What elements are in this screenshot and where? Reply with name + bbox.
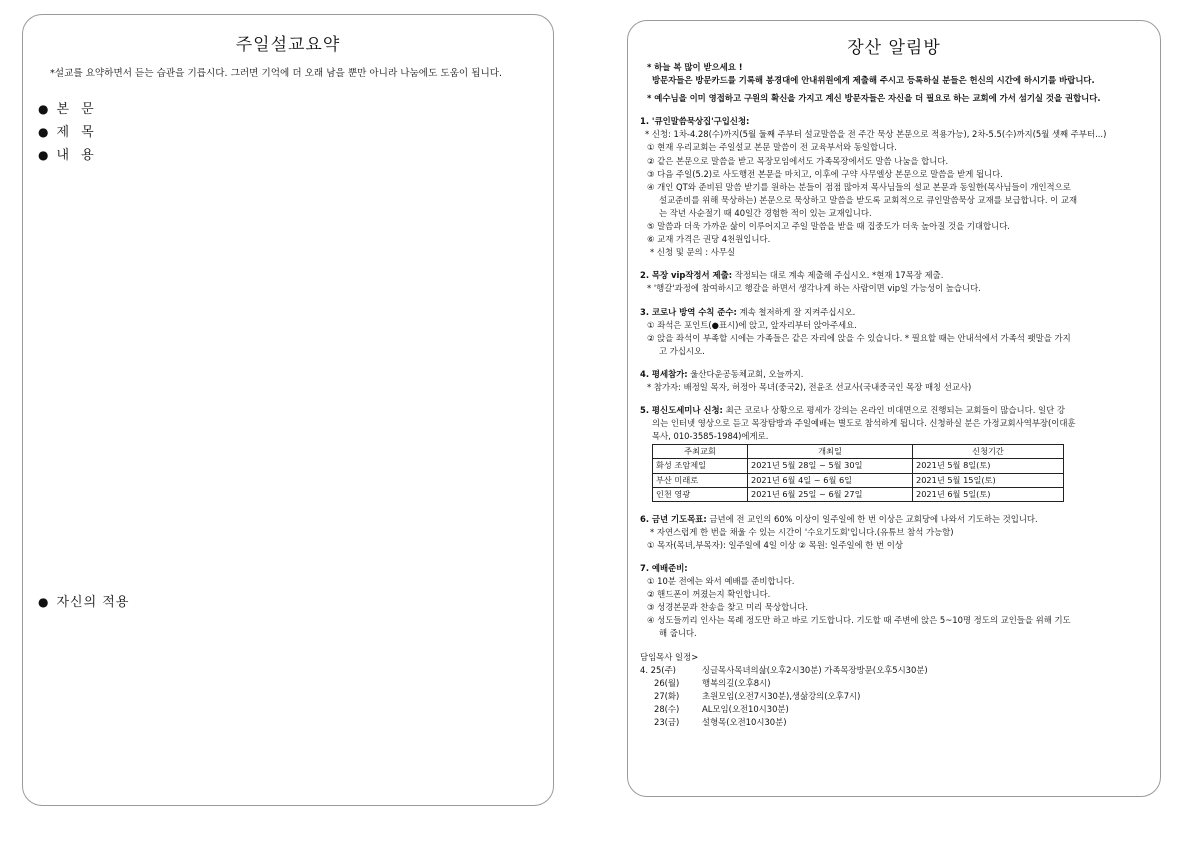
table-row [653,459,1064,473]
notice-line: * 참가자: 배정일 목자, 허정아 목녀(중국2), 전윤조 선교사(국내중국인 목장 매칭 선교사) [647,381,972,392]
bullet-content: ● 내 용 [38,148,98,163]
schedule-row [640,703,1148,716]
table-row [653,473,1064,487]
notice-text: 최근 코로나 상황으로 평세가 강의는 온라인 비대면으로 진행되는 교회들이 많습니다. 일단 강 [722,405,1065,416]
notice-content [640,61,1148,729]
schedule-date: 27(화) [654,690,680,701]
bullet-sermon-title: ● 제 목 [38,125,98,140]
pastor-schedule [640,651,1148,730]
schedule-row [640,664,1148,677]
schedule-desc: AL모임(오전10시30분) [702,703,789,714]
schedule-date: 23(금) [654,717,680,728]
table-cell: 2021년 5월 15일(토) [913,473,1064,487]
bullet-dot-icon: ● [38,102,49,116]
bullet-dot-icon: ● [38,595,49,609]
notice-line: ③ 다음 주일(5.2)로 사도행전 본문을 마치고, 이후에 구약 사무엘상 본문으로 말씀을 받게 됩니다. [647,168,1003,179]
column-header: 주최교회 [653,445,748,459]
table-cell: 2021년 5월 8일(토) [913,459,1064,473]
table-header-row [653,445,1064,459]
notice-text: 금년에 전 교인의 60% 이상이 일주일에 한 번 이상은 교회당에 나와서 기도하는 것입니다. [706,513,1038,524]
notice-line: ④ 개인 QT와 준비된 말씀 받기를 원하는 분들이 점점 많아져 목사님들의 설교 본문과 동일한(목사님들이 개인적으로 [647,181,1071,192]
notice-item-1 [640,115,1148,259]
table-cell: 2021년 5월 28일 ~ 5월 30일 [748,459,913,473]
sermon-summary-panel [22,14,554,806]
notice-text: 계속 철저하게 잘 지켜주십시오. [736,306,856,317]
notice-line: 목사, 010-3585-1984)에게로. [652,431,769,442]
notice-heading: 5. 평신도세미나 신청: [640,405,723,416]
notice-line: 의는 인터넷 영상으로 듣고 목장탐방과 주일예배는 별도로 참석하게 됩니다. 신청하실 분은 가정교회사역부장(이대훈 [652,418,1076,429]
notice-line: ③ 성경본문과 찬송을 찾고 미리 묵상합니다. [647,602,809,613]
bullet-application: ● 자신의 적용 [38,595,130,610]
schedule-date: 26(월) [654,677,680,688]
notice-item-6 [640,513,1148,552]
notice-line: ④ 성도들끼리 인사는 목례 정도만 하고 바로 기도합니다. 기도할 때 주변에 앉은 5~10명 정도의 교인들을 위해 기도 [647,615,1071,626]
welcome-recommend: * 예수님을 이미 영접하고 구원의 확신을 가지고 계신 방문자들은 자신을 더 필요로 하는 교회에 가서 섬기실 것을 권합니다. [647,93,1101,104]
table-row [653,487,1064,501]
bullet-dot-icon: ● [38,125,49,139]
table-cell: 2021년 6월 5일(토) [913,487,1064,501]
notice-line: 해 줍니다. [659,628,697,639]
notice-item-7 [640,562,1148,641]
schedule-heading: 담임목사 일정> [640,651,699,662]
notice-line: * 자연스럽게 한 번을 채울 수 있는 시간이 '수요기도회'입니다.(유튜브 참석 가능함) [650,526,954,537]
sermon-summary-intro: *설교를 요약하면서 듣는 습관을 기릅시다. 그러면 기억에 더 오래 남을 뿐만 아니라 나눔에도 도움이 됩니다. [50,68,503,79]
table-cell: 2021년 6월 25일 ~ 6월 27일 [748,487,913,501]
notice-heading: 3. 코로나 방역 수칙 준수: [640,306,737,317]
notice-item-5 [640,404,1148,502]
bullet-scripture: ● 본 문 [38,102,98,117]
notice-line: ② 앉을 좌석이 부족할 시에는 가족들은 같은 자리에 앉을 수 있습니다. * 필요할 때는 안내석에서 가족석 팻말을 가지 [647,332,1071,343]
schedule-desc: 행복의길(오후8시) [702,677,771,688]
table-cell: 2021년 6월 4일 ~ 6월 6일 [748,473,913,487]
notice-line: ② 같은 본문으로 말씀을 받고 목장모임에서도 가족목장에서도 말씀 나눔을 합니다. [647,155,949,166]
welcome-greeting: * 하늘 복 많이 받으세요 ! [647,62,743,72]
notice-heading: 6. 금년 기도목표: [640,513,707,524]
notice-line: ② 핸드폰이 꺼졌는지 확인합니다. [647,589,771,600]
column-header: 개최일 [748,445,913,459]
notice-line: ① 10분 전에는 와서 예배를 준비합니다. [647,576,795,587]
notice-line: 는 작년 사순절기 때 40일간 경험한 적이 있는 교재입니다. [659,207,872,218]
schedule-date: 28(수) [654,703,680,714]
notice-heading: 1. '큐인말씀묵상집'구입신청: [640,116,750,127]
bullet-dot-icon: ● [38,148,49,162]
column-header: 신청기간 [913,445,1064,459]
notice-line: ① 좌석은 포인트(●표시)에 앉고, 앞자리부터 앉아주세요. [647,319,857,330]
notice-item-2 [640,269,1148,295]
table-cell: 부산 미래로 [653,473,748,487]
notice-title: 장산 알림방 [847,38,941,58]
schedule-desc: 싱글목사목녀의삶(오후2시30분) 가족목장방문(오후5시30분) [702,664,928,675]
notice-line: ① 목자(목녀,부목자): 일주일에 4일 이상 ② 목원: 일주일에 한 번 이상 [647,539,903,550]
notice-heading: 4. 평세참가: [640,368,688,379]
notice-heading: 7. 예배준비: [640,563,688,573]
notice-heading: 2. 목장 vip작정서 제출: [640,270,733,281]
notice-line: * '행갈'과정에 참여하시고 행갈을 하면서 생각나게 하는 사람이면 vip일 가능성이 높습니다. [647,283,981,294]
schedule-row [640,690,1148,703]
church-notice-panel [627,20,1161,797]
table-cell: 인천 영광 [653,487,748,501]
notice-line: * 신청 및 문의 : 사무실 [650,247,736,258]
notice-text: 작정되는 대로 계속 제출해 주십시오. *현재 17목장 제출. [732,270,944,281]
notice-line: 설교준비를 위해 묵상하는) 본문으로 묵상하고 말씀을 받도록 교회적으로 큐인말씀묵상 교재를 보급합니다. 이 교재 [659,194,1078,205]
welcome-visitors: 방문자들은 방문카드를 기록해 봉경대에 안내위원에게 제출해 주시고 등록하실 분들은 헌신의 시간에 하시기를 바랍니다. [652,75,1095,86]
notice-line: * 신청: 1차-4.28(수)까지(5월 둘째 주부터 설교말씀을 전 주간 묵상 본문으로 적용가능), 2차-5.5(수)까지(5월 셋째 주부터...) [645,129,1107,140]
schedule-desc: 초원모임(오전7시30분),생삶강의(오후7시) [702,690,861,701]
schedule-row [640,716,1148,729]
schedule-desc: 설형목(오전10시30분) [702,717,787,728]
notice-text: 울산다운공동체교회, 오늘까지. [687,368,804,379]
schedule-date: 4. 25(주) [640,664,676,675]
notice-line: ① 현재 우리교회는 주일설교 본문 말씀이 전 교육부서와 동일합니다. [647,142,897,153]
table-cell: 화성 조암제일 [653,459,748,473]
notice-item-4 [640,368,1148,394]
seminar-schedule-table [652,444,1064,501]
notice-line: ⑥ 교재 가격은 권당 4천원입니다. [647,234,771,245]
schedule-row [640,677,1148,690]
notice-item-3 [640,306,1148,358]
notice-line: ⑤ 말씀과 더욱 가까운 삶이 이루어지고 주일 말씀을 받을 때 집중도가 더욱 높아질 것을 기대합니다. [647,221,1010,232]
notice-line: 고 가십시오. [659,345,705,356]
sermon-summary-title: 주일설교요약 [235,35,341,55]
